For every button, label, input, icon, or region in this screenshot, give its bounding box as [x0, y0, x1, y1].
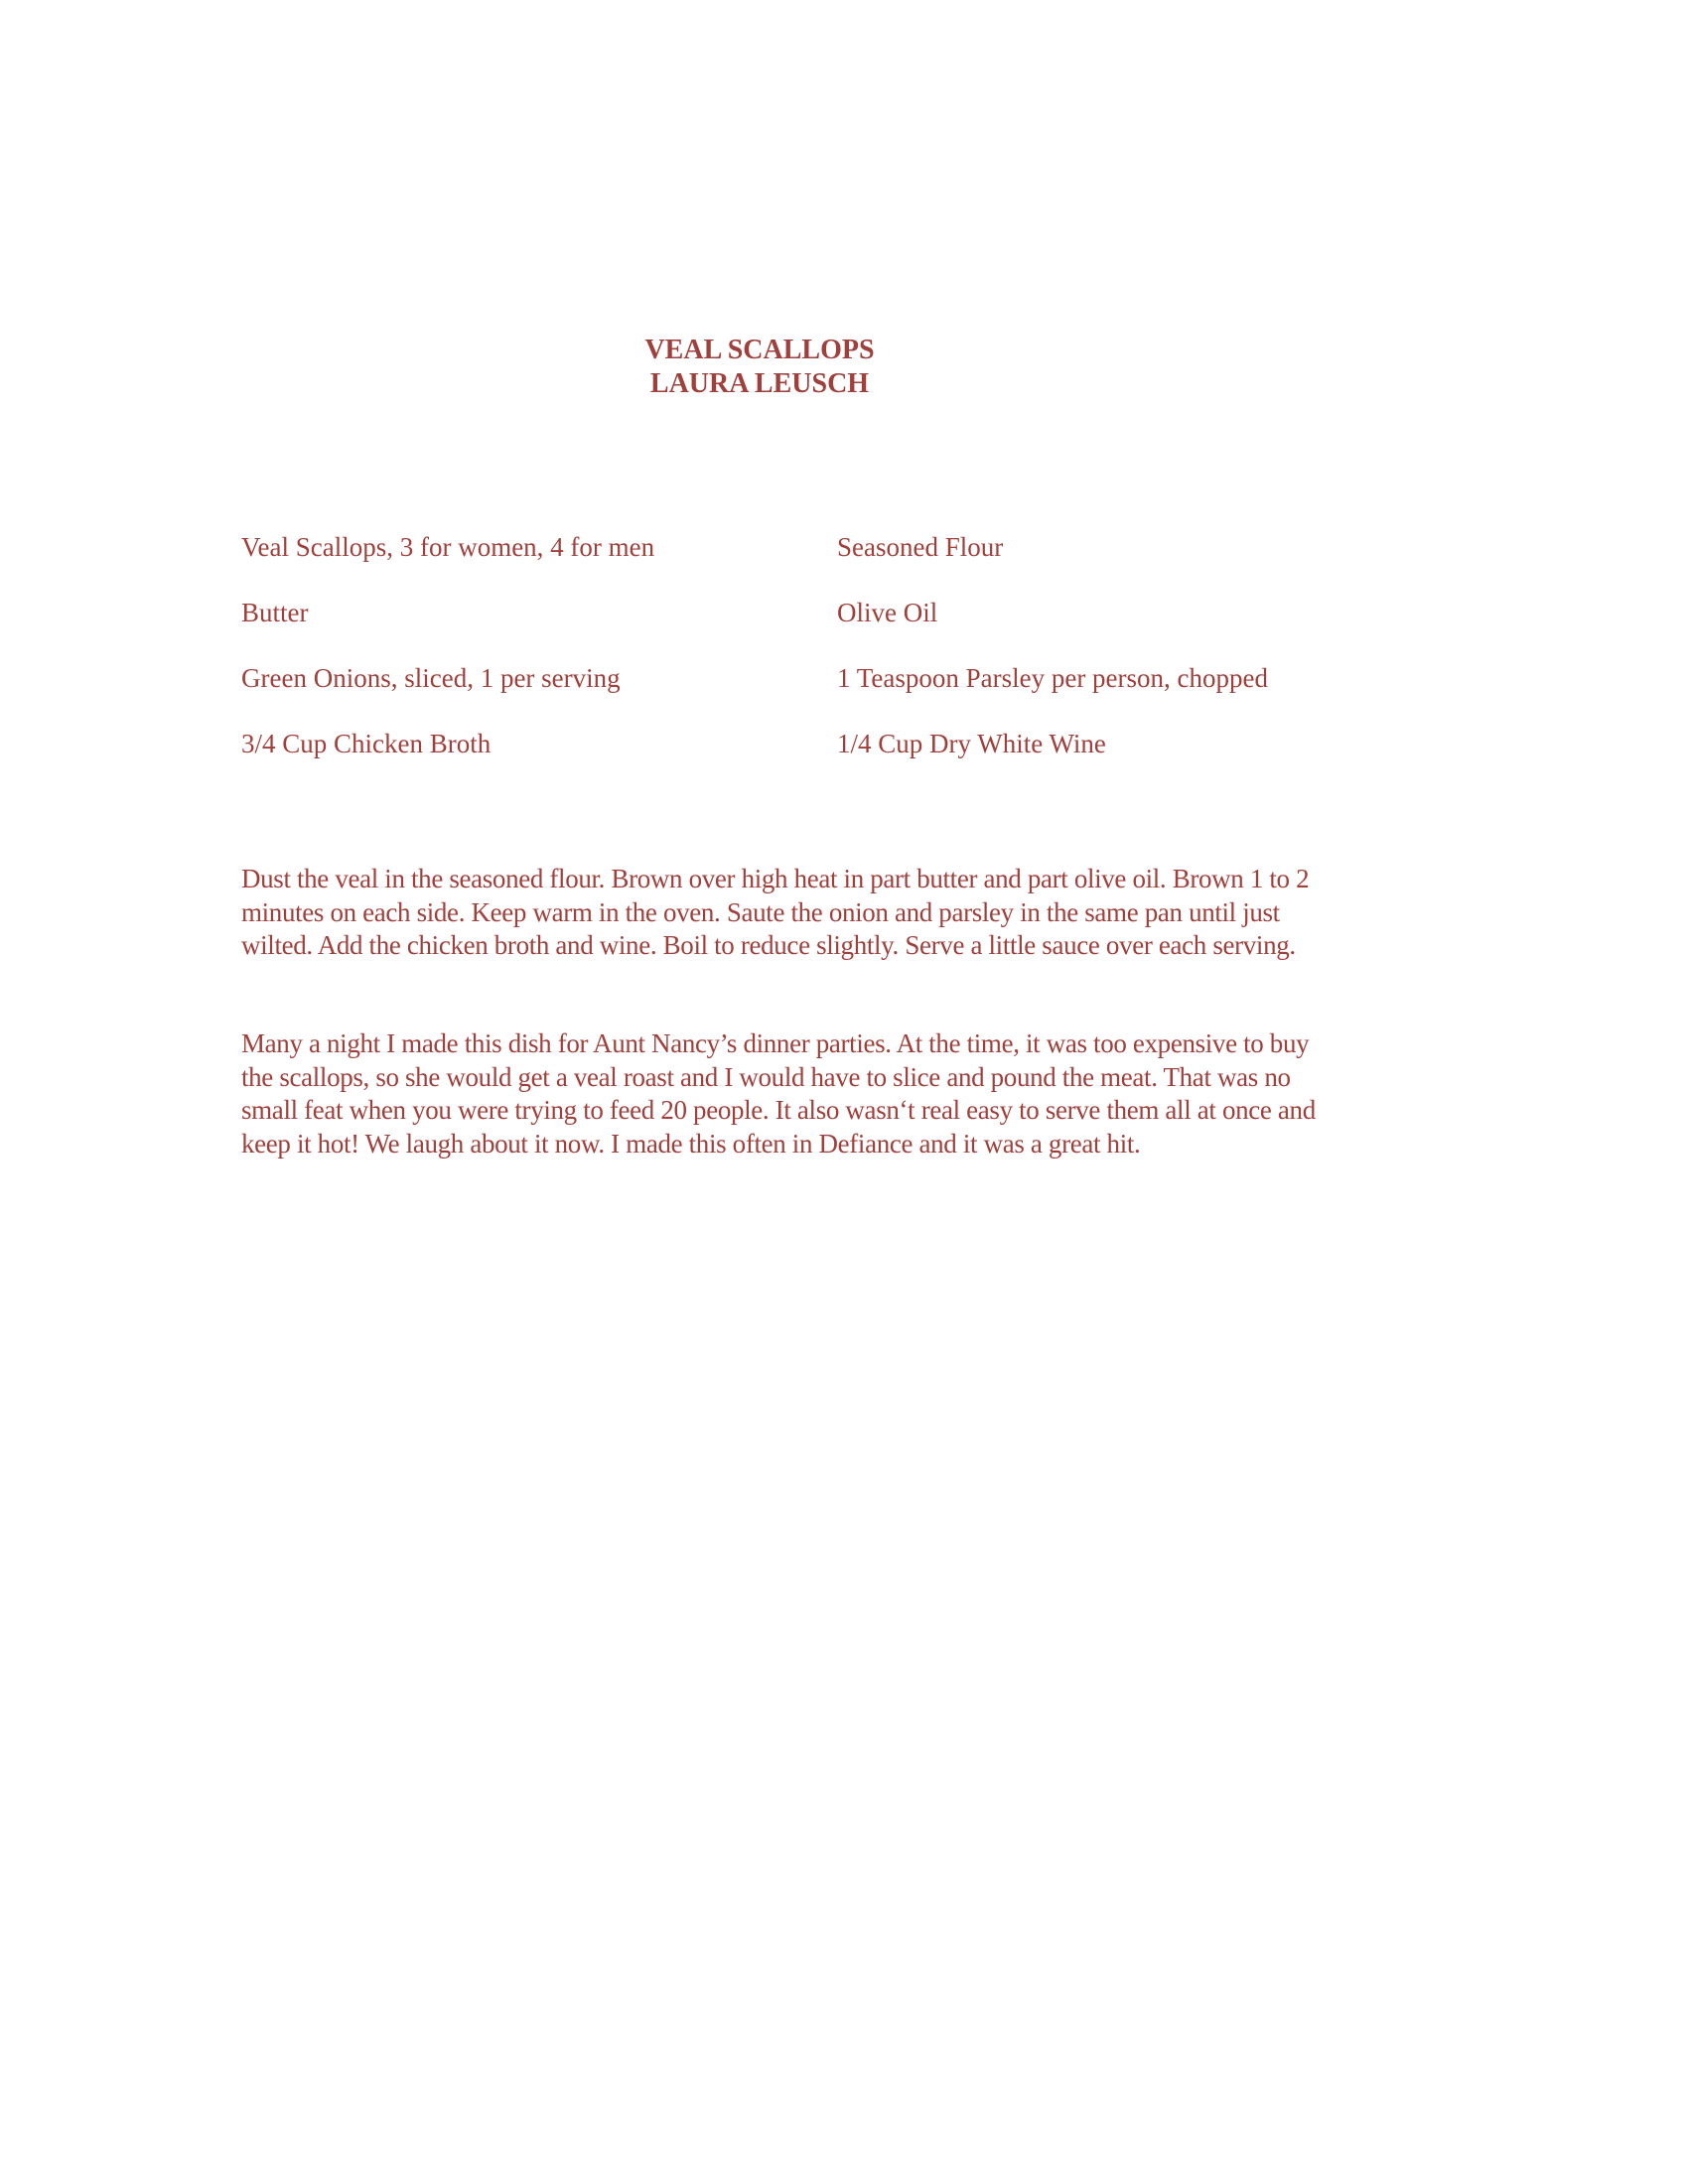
story-line: Many a night I made this dish for Aunt Nancy’s dinner parties. At the time, it was too expensive to buy: [241, 1028, 1310, 1058]
ingredient-item: Seasoned Flour: [837, 532, 1004, 562]
ingredient-row: [241, 530, 1433, 596]
ingredient-row: [241, 661, 1433, 727]
ingredient-row: [241, 727, 1433, 792]
story-line: small feat when you were trying to feed 20 people. It also wasn‘t real easy to serve them all at once and: [241, 1095, 1316, 1125]
story-paragraph: [241, 1027, 1433, 1160]
ingredient-item: Olive Oil: [837, 598, 938, 627]
story-line: keep it hot! We laugh about it now. I made this often in Defiance and it was a great hit.: [241, 1128, 1141, 1159]
directions-line: Dust the veal in the seasoned flour. Brown over high heat in part butter and part olive oil. Brown 1 to 2: [241, 864, 1310, 893]
ingredient-list: [241, 530, 1433, 792]
directions-paragraph: [241, 863, 1433, 963]
recipe-title: VEAL SCALLOPS: [644, 335, 875, 365]
ingredient-item: Butter: [241, 598, 309, 627]
ingredient-item: 1 Teaspoon Parsley per person, chopped: [837, 663, 1269, 693]
ingredient-item: Veal Scallops, 3 for women, 4 for men: [241, 532, 655, 562]
story-line: the scallops, so she would get a veal roast and I would have to slice and pound the meat. That was no: [241, 1061, 1291, 1092]
ingredient-item: Green Onions, sliced, 1 per serving: [241, 663, 621, 693]
ingredient-row: [241, 596, 1433, 661]
directions-line: minutes on each side. Keep warm in the oven. Saute the onion and parsley in the same pan until just: [241, 896, 1280, 927]
ingredient-item: 1/4 Cup Dry White Wine: [837, 729, 1106, 758]
recipe-header: [0, 334, 1519, 401]
directions-line: wilted. Add the chicken broth and wine. Boil to reduce slightly. Serve a little sauce over each serving.: [241, 930, 1296, 960]
recipe-author: LAURA LEUSCH: [649, 368, 870, 399]
ingredient-item: 3/4 Cup Chicken Broth: [241, 729, 492, 758]
